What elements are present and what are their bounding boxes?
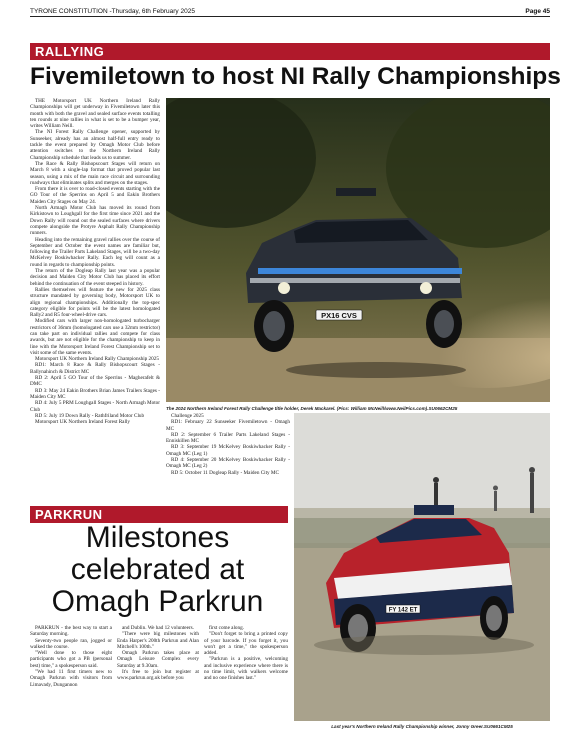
parkrun-column-3 <box>204 625 288 725</box>
article-paragraph: RD 3: May 24 Eakin Brothers Brian James Trailers Stages - Maiden City MC <box>30 387 160 400</box>
rally-car-image-2 <box>294 413 550 721</box>
parkrun-column-2 <box>117 625 199 725</box>
parkrun-headline: Milestones celebrated at Omagh Parkrun <box>51 521 264 618</box>
rally-car-image <box>166 98 550 402</box>
article-paragraph: "There were big milestones with Enda Harper's 200th Parkrun and Alan Mitchell's 100th." <box>117 631 199 650</box>
article-paragraph: RD 3: September 19 McKelvey Boskiwhacker Rally - Omagh MC (Leg 1) <box>166 444 290 457</box>
article-column-1 <box>30 98 160 503</box>
article-paragraph: The NI Forest Rally Challenge opener, supported by Sunseeker, already has an almost half-full entry ready to tackle the event prepared by Omagh Motor Club before attention switches to the Northern Ireland Rally Championship schedule that leads us to summer. <box>30 129 160 161</box>
publication-date: TYRONE CONSTITUTION -Thursday, 6th February 2025 <box>30 8 195 15</box>
article-paragraph: Heading into the remaining gravel rallies over the course of September and October the event names are familiar but, following the Trailer Parts Lakeland Stages, will be a two-day McKelvey Boskiwhacker Rally. Each leg will count as a round in regards to championship points. <box>30 236 160 268</box>
article-paragraph: first come along. <box>209 625 245 631</box>
parkrun-column-1 <box>30 625 112 725</box>
article-paragraph: North Armagh Motor Club has moved its round from Kirkistown to Loughgall for the first time since 2021 and the Down Rally will round out the sealed surfaces where drivers compete alongside the Protyre Asphalt Rally Championship runners. <box>30 205 160 237</box>
article-paragraph: Modified cars with larger non-homologated turbocharger restrictors of 36mm (homologated cars use a 32mm restrictor) can take part on individual rallies and compete for class awards, but are not eligible for the championship to keep in line with the Motorsport Ireland Forest Championship set to visit some of the same events. <box>30 318 160 356</box>
article-paragraph: Motorsport UK Northern Ireland Forest Rally <box>35 419 130 426</box>
article-paragraph: "Don't forget to bring a printed copy of your barcode. If you forget it, you won't get a time," the spokesperson added. <box>204 631 288 657</box>
article-headline: Fivemiletown to host NI Rally Championships <box>30 63 561 90</box>
article-paragraph: Omagh Parkrun takes place at Omagh Leisure Complex every Saturday at 9.30am. <box>117 650 199 669</box>
article-paragraph: "Parkrun is a positive, welcoming and inclusive experience where there is no time limit, with walkers welcome and no one finishes last." <box>204 656 288 682</box>
article-paragraph: RD 2: September 6 Trailer Parts Lakeland Stages - Enniskillen MC <box>166 431 290 445</box>
article-paragraph: RD 5: July 19 Down Rally - Rathfriland Motor Club <box>35 412 145 419</box>
article-paragraph: THE Motorsport UK Northern Ireland Rally Championships will get underway in Fivemiletown later this month with both the gravel and sealed surface events totalling ten rounds at nine rallies in what is set to be a bumper year, writes William Neill. <box>30 98 160 130</box>
car-number-plate-2: FY 142 ET <box>388 607 418 614</box>
article-paragraph: RD1: March 8 Race & Rally Bishopscourt Stages - Ballynahinch & District MC <box>30 362 160 375</box>
car-number-plate: PX16 CVS <box>321 311 357 320</box>
photo-caption-2: Last year's Northern Ireland Rally Championship winner, Jonny Greer.SU0661CM25 <box>331 724 513 729</box>
article-paragraph: RD1: February 22 Sunseeker Fivemiletown - Omagh MC <box>166 419 290 432</box>
article-paragraph: PARKRUN - the best way to start a Saturday morning. <box>30 625 112 638</box>
article-paragraph: It's free to join but register at www.parkrun.org.uk before you <box>117 669 199 682</box>
article-paragraph: "Well done to those eight participants who got a PB (personal best) time," a spokesperson said. <box>30 650 112 669</box>
rally-photo-fiesta <box>166 98 550 402</box>
article-paragraph: Challenge 2025 <box>171 413 204 419</box>
page-number: Page 45 <box>525 8 550 15</box>
rally-photo-citroen <box>294 413 550 721</box>
photo-caption: The 2024 Northern Ireland Forest Rally Challenge title holder, Derek Mackarel. (Pics: William McNeill/www.NeilPics.com).SU0662CM25 <box>166 406 458 411</box>
article-paragraph: RD 5: October 11 Dogleap Rally - Maiden City MC <box>171 469 280 476</box>
article-paragraph: "We had 11 first timers new to Omagh Parkrun with visitors from Limavady, Dungannon <box>30 669 112 688</box>
article-paragraph: From there it is over to road-closed events starting with the GO Tour of the Sperrins on April 5 and Eakin Brothers Maiden City Stages on May 24. <box>30 186 160 205</box>
section-label-rallying: RALLYING <box>30 43 550 60</box>
page-header <box>30 4 550 17</box>
article-paragraph: The return of the Dogleap Rally last year was a popular decision and Maiden City Motor Club has placed its effort behind the continuation of the event steeped in history. <box>30 268 160 287</box>
article-paragraph: Seventy-two people ran, jogged or walked the course. <box>30 637 112 650</box>
section-label-parkrun: PARKRUN <box>30 506 288 523</box>
article-paragraph: RD 4: July 5 PRM Loughgall Stages - North Armagh Motor Club <box>30 400 160 413</box>
article-paragraph: RD 2: April 5 GO Tour of the Sperrins - Magherafelt & DMC <box>30 375 160 388</box>
article-paragraph: and Dublin. We had 12 volunteers. <box>122 625 194 631</box>
article-paragraph: Rallies themselves will feature the new for 2025 class structure mandated by governing body, Motorsport UK to align regional championships. Additionally the top-spec category eligible for points will be the latest homologated Rally2 and R5 four-wheel-drive cars. <box>30 286 160 319</box>
article-column-2 <box>166 413 290 505</box>
article-paragraph: The Race & Rally Bishopscourt Stages will return on March 8 with a single-lap format that proved popular last season, using a mix of the main race circuit and surrounding roadways that eliminates splits and merges on the stages. <box>30 160 160 186</box>
article-paragraph: RD 4: September 20 McKelvey Boskiwhacker Rally - Omagh MC (Leg 2) <box>166 457 290 470</box>
article-paragraph: Motorsport UK Northern Ireland Rally Championship 2025 <box>35 356 159 363</box>
